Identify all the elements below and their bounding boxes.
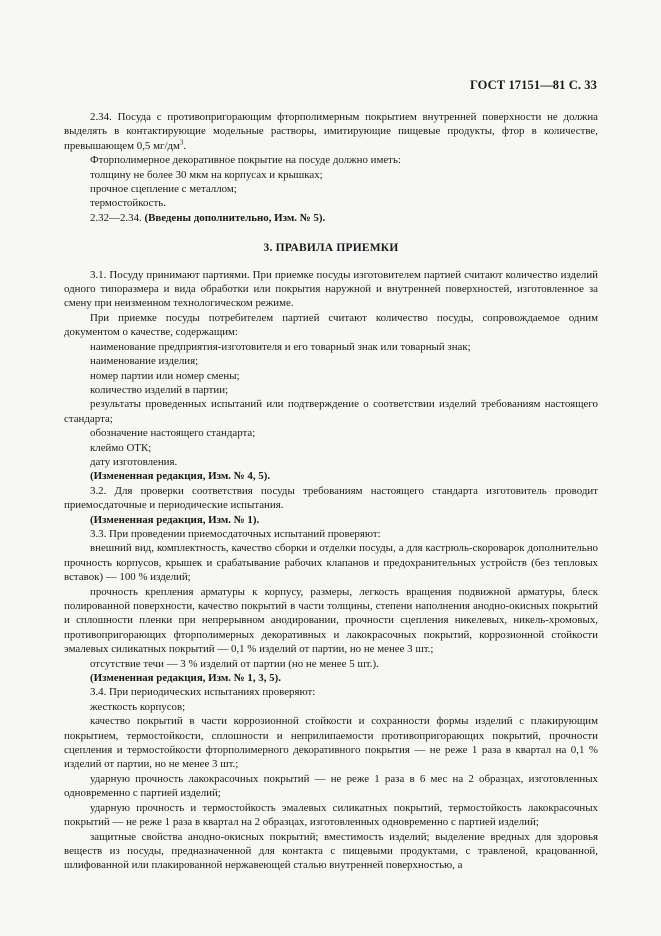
section-heading: 3. ПРАВИЛА ПРИЕМКИ <box>263 242 399 255</box>
list-item: качество покрытий в части коррозионной стойкости и сохранности формы изделий с плакирующим покрытием, термостойкости, сплошности и неприлипаемости противопригорающих покрытий, прочности сцепления и термостойкости фторполимерного декоративного покрытия — не реже 1 раза в квартал на 0,1 % изделий от партии, но не менее 3 шт.; <box>64 715 598 771</box>
list-item: клеймо ОТК; <box>90 441 152 454</box>
list-item: жесткость корпусов; <box>90 700 186 713</box>
list-item: толщину не более 30 мкм на корпусах и крышках; <box>90 168 323 181</box>
list-item: результаты проведенных испытаний или подтверждение о соответствии изделий требованиям настоящего стандарта; <box>64 398 598 425</box>
list-item: количество изделий в партии; <box>90 383 229 396</box>
amendment-note: (Измененная редакция, Изм. № 1, 3, 5). <box>90 672 281 685</box>
superscript: 3 <box>179 138 184 147</box>
paragraph: При приемке посуды потребителем партией считают количество посуды, сопровождаемое одним документом о качестве, содержащим: <box>64 311 598 339</box>
list-item: прочность крепления арматуры к корпусу, размеры, легкость вращения подвижной арматуры, блеск полированной поверхности, качество покрытий в части толщины, степени наполнения анодно-окисных покрытий и сплошности пленки при непрерывном анодировании, прочности сцепления никелевых, никель-хромовых, противопригорающих фторполимерных декоративных и лакокрасочных покрытий, коррозионной стойкости эмалевых силикатных покрытий — 0,1 % изделий от партии, но не менее 3 шт.; <box>64 585 598 656</box>
list-item: дату изготовления. <box>90 455 178 468</box>
list-item: наименование изделия; <box>90 355 199 368</box>
amendment-note: (Измененная редакция, Изм. № 4, 5). <box>90 470 271 483</box>
page-content <box>64 110 598 873</box>
list-item: внешний вид, комплектность, качество сборки и отделки посуды, а для кастрюль-скороварок дополнительно прочность корпусов, крышек и срабатывание рабочих клапанов и предохранительных устройств (без тепловых вставок) — 100 % изделий; <box>64 542 598 584</box>
amendment-note: 2.32—2.34. (Введены дополнительно, Изм. № 5). <box>90 211 326 224</box>
paragraph-3-3: 3.3. При проведении приемосдаточных испытаний проверяют: <box>90 527 381 540</box>
list-item: отсутствие течи — 3 % изделий от партии (но не менее 5 шт.). <box>90 657 379 670</box>
list-item: прочное сцепление с металлом; <box>90 183 237 196</box>
list-item: ударную прочность лакокрасочных покрытий — не реже 1 раза в 6 мес на 2 образцах, изготовленных одновременно с партией изделий; <box>64 772 598 800</box>
list-item: защитные свойства анодно-окисных покрытий; вместимость изделий; выделение вредных для здоровья веществ из посуды, предназначенной для контакта с пищевыми продуктами, с травленой, крацованной, шлифованной или плакированной нержавеющей сталью внутренней поверхностью, а <box>64 830 598 872</box>
list-item: термостойкость. <box>90 197 166 210</box>
paragraph-3-4: 3.4. При периодических испытаниях проверяют: <box>90 686 316 699</box>
list-item: наименование предприятия-изготовителя и его товарный знак или товарный знак; <box>90 340 471 353</box>
paragraph-3-1: 3.1. Посуду принимают партиями. При приемке посуды изготовителем партией считают количество изделий одного типоразмера и вида обработки или покрытия наружной и внутренней поверхностей, изготовленное за смену при неизменном технологическом режиме. <box>64 268 598 310</box>
paragraph-2-34: 2.34. Посуда с противопригорающим фторполимерным покрытием внутренней поверхности не должна выделять в контактирующие модельные растворы, имитирующие пищевые продукты, фтор в количестве, превышающем 0,5 $мг/дм^3$. <box>64 111 598 152</box>
paragraph: Фторполимерное декоративное покрытие на посуде должно иметь: <box>90 154 401 167</box>
list-item: номер партии или номер смены; <box>90 369 240 382</box>
page-header: ГОСТ 17151—81 С. 33 <box>469 78 597 92</box>
list-item: ударную прочность и термостойкость эмалевых силикатных покрытий, термостойкость лакокрасочных покрытий — не реже 1 раза в квартал на 2 образцах, изготовленных одновременно с партией изделий; <box>64 801 598 829</box>
list-item: обозначение настоящего стандарта; <box>90 427 256 440</box>
paragraph-3-2: 3.2. Для проверки соответствия посуды требованиям настоящего стандарта изготовитель проводит приемосдаточные и периодические испытания. <box>64 484 598 512</box>
amendment-note: (Измененная редакция, Изм. № 1). <box>90 513 260 526</box>
